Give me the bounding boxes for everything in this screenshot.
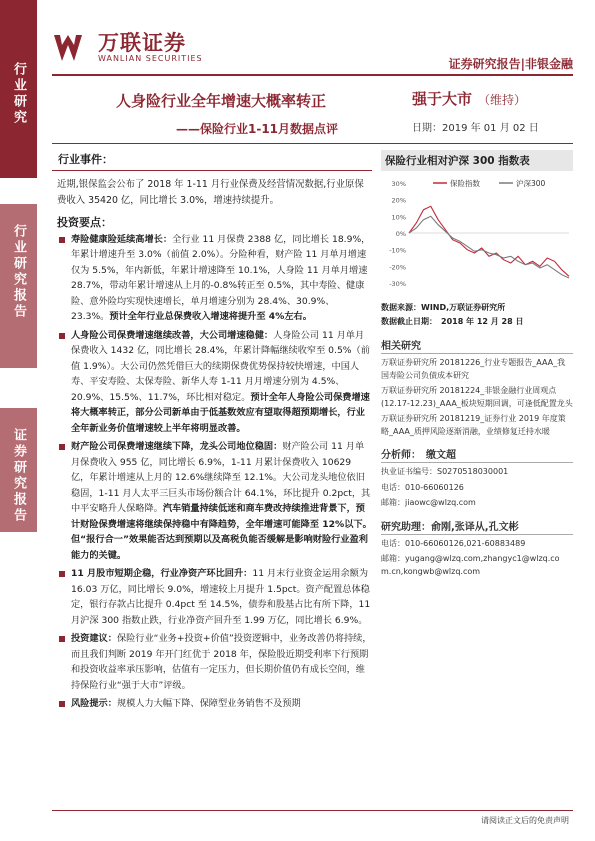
relative-performance-chart bbox=[381, 171, 573, 291]
point-text: 财产险公司 11 月单月保费收入 955 亿，同比增长 6.9%，1-11 月累计保费收入 10629 亿，年累计增速从上月的 12.6%继续降至 12.1%。大公司龙头地位依旧稳固，1-11 月人太平三巨头市场份额合计 64.1%，环比提升 0.2pct，其中平安略升人保略降。 bbox=[71, 441, 371, 515]
legend-label: 保险指数 bbox=[450, 179, 480, 188]
point-bold: 11 月股市短期企稳，行业净资产环比回升： bbox=[71, 568, 253, 580]
point-text: 保险行业“业务+投资+价值”投资逻辑中，业务改善仍将持续，而且我们判断 2019 年开门红优于 2018 年，保险股近期受利率下行预期和投资收益率承压影响，估值有一定压力，但长期价值仍有成长空间，维持保险行业“强于大市”评级。 bbox=[71, 633, 372, 691]
assistant-email[interactable]: 邮箱：yugang@wlzq.com,zhangyc1@wlzq.co bbox=[381, 554, 560, 563]
sidebar-block-3 bbox=[0, 408, 37, 532]
rating-text: 强于大市 bbox=[412, 90, 473, 108]
company-logo bbox=[52, 32, 203, 63]
sidebar-label-3: 证券研究报告 bbox=[11, 428, 26, 524]
point-text: 全行业 11 月保费 2388 亿，同比增长 18.9%，年累计增速升至 3.0%（前值 2.0%）。分险种看，财产险 11 月单月增速仅为 5.5%，年内新低，年累计增速降至 10.1%，人身险 11 月单月增速 28.7%，带动年累计增速从上月的-0.8%转正至 0.5%，其中寿险、健康险、意外险均实现快速增长，单月增速分别为 28.4%、30.9%、23.3%。 bbox=[71, 233, 371, 323]
analyst-cert: 执业证书编号：S0270518030001 bbox=[381, 467, 509, 476]
point-bold: 投资建议： bbox=[71, 633, 117, 645]
report-date: 日期：2019 年 01 月 02 日 bbox=[412, 123, 539, 134]
point-tail: 汽车销量持续低迷和商车费改持续推进背景下，预计财险保费增速将继续保持稳中有降趋势，全年增速可能降至 12%以下。但“报行合一”效果能否达到预期以及高税负能否缓解是影响财险行业盈利能力的关键。 bbox=[71, 503, 372, 561]
points-heading: 投资要点： bbox=[57, 215, 112, 229]
sidebar-label-1: 行业研究 bbox=[11, 62, 26, 126]
analyst-heading: 分析师： 缴文超 bbox=[381, 446, 573, 463]
sidebar-info bbox=[381, 150, 573, 578]
chart-source: 数据来源：WIND,万联证券研究所 bbox=[381, 303, 506, 312]
assistant-heading: 研究助理：俞刚,张译从,孔文彬 bbox=[381, 518, 573, 535]
related-item[interactable]: 万联证券研究所 20181219_证券行业 2019 年度策略_AAA_质押风险逐渐消融，业绩修复迁持水暖 bbox=[381, 414, 566, 436]
analyst-phone: 电话：010-66060126 bbox=[381, 482, 464, 492]
header-divider bbox=[52, 74, 573, 76]
related-item[interactable]: 万联证券研究所 20181226_行业专题报告_AAA_我国寿险公司负债成本研究 bbox=[381, 358, 566, 380]
logo-chinese-text: 万联证券 bbox=[98, 31, 186, 55]
assistant-email-cont[interactable]: m.cn,kongwb@wlzq.com bbox=[381, 566, 481, 576]
y-tick-label: 0% bbox=[395, 230, 406, 238]
y-tick-label: 30% bbox=[391, 180, 406, 188]
y-tick-label: 10% bbox=[391, 213, 406, 222]
point-text: 规模人力大幅下降、保障型业务销售不及预期 bbox=[116, 698, 301, 710]
event-heading: 行业事件： bbox=[52, 148, 372, 171]
point-item bbox=[57, 439, 372, 563]
point-text: 人身险公司 11 月单月保费收入 1432 亿，同比增长 28.4%，年累计降幅继续收窄至 0.5%（前值 1.9%）。大公司仍然凭借巨大的续期保费优势保持较快增速，中国人寿、平安寿险、太保寿险、新华人寿 1-11 月月增速分别为 4.5%、20.9%、15.5%、11.7%，环比相对稳定。 bbox=[71, 329, 370, 403]
sidebar-block-2 bbox=[0, 204, 37, 368]
logo-english-text: WANLIAN SECURITIES bbox=[98, 54, 203, 63]
assistant-phone: 电话：010-66060126,021-60883489 bbox=[381, 538, 526, 548]
related-item[interactable]: 万联证券研究所 20181224_非银金融行业周观点(12.17-12.23)_AAA_板块短期回调，可逢低配置龙头 bbox=[381, 386, 573, 408]
report-title: 人身险行业全年增速大概率转正 bbox=[116, 92, 327, 110]
point-bold: 风险提示： bbox=[71, 698, 117, 710]
point-bold: 寿险健康险延续高增长： bbox=[71, 233, 173, 245]
point-item bbox=[57, 232, 372, 325]
analyst-email[interactable]: 邮箱：jiaowc@wlzq.com bbox=[381, 498, 476, 507]
industry-rating bbox=[412, 88, 526, 109]
chart-heading: 保险行业相对沪深 300 指数表 bbox=[381, 150, 573, 171]
logo-w-icon bbox=[52, 33, 92, 63]
sidebar-label-2: 行业研究报告 bbox=[11, 224, 26, 320]
chart-cutoff: 数据截止日期： 2018 年 12 月 28 日 bbox=[381, 317, 524, 326]
related-heading: 相关研究 bbox=[381, 337, 573, 354]
footer-disclaimer: 请阅读正文后的免责声明 bbox=[481, 816, 569, 825]
sidebar-block-1 bbox=[0, 0, 37, 178]
report-type: 证券研究报告|非银金融 bbox=[448, 57, 573, 71]
point-tail: 预计全年行业总保费收入增速将提升至 4%左右。 bbox=[109, 311, 312, 323]
point-tail: 预计全年人身险公司保费增速将大概率转正，部分公司新单由于低基数效应有望取得超预期增长，行业全年新业务价值增速较上半年将明显改善。 bbox=[71, 391, 370, 434]
report-subtitle: ——保险行业1-11月数据点评 bbox=[176, 122, 339, 136]
point-item bbox=[57, 566, 372, 628]
y-tick-label: 20% bbox=[391, 196, 406, 205]
point-item bbox=[57, 328, 372, 437]
title-divider bbox=[52, 143, 573, 144]
legend-label: 沪深300 bbox=[516, 179, 546, 188]
y-tick-label: -10% bbox=[389, 246, 406, 255]
series-line-2 bbox=[409, 216, 569, 278]
point-bold: 财产险公司保费增速继续下降，龙头公司地位稳固： bbox=[71, 441, 283, 453]
rating-note: （维持） bbox=[478, 93, 527, 107]
point-item bbox=[57, 631, 372, 693]
footer-divider bbox=[52, 810, 573, 811]
y-tick-label: -20% bbox=[389, 263, 406, 272]
main-content bbox=[52, 148, 372, 715]
point-item bbox=[57, 696, 372, 712]
point-text: 11 月末行业资金运用余额为 16.03 万亿，同比增长 9.0%，增速较上月提升 1.5pct。资产配置总体稳定，银行存款占比提升 0.4pct 至 14.5%，债券和股基占比有所下降，11 月沪深 300 指数止跌，行业净资产回升至 1.99 万亿，同比增长 6.9%。 bbox=[71, 568, 371, 626]
y-tick-label: -30% bbox=[389, 280, 406, 288]
event-text: 近期,银保监会公布了 2018 年 1-11 月行业保费及经营情况数据,行业原保费收入 35420 亿，同比增长 3.0%，增速持续提升。 bbox=[57, 179, 364, 206]
point-bold: 人身险公司保费增速继续改善，大公司增速稳健： bbox=[71, 329, 274, 341]
